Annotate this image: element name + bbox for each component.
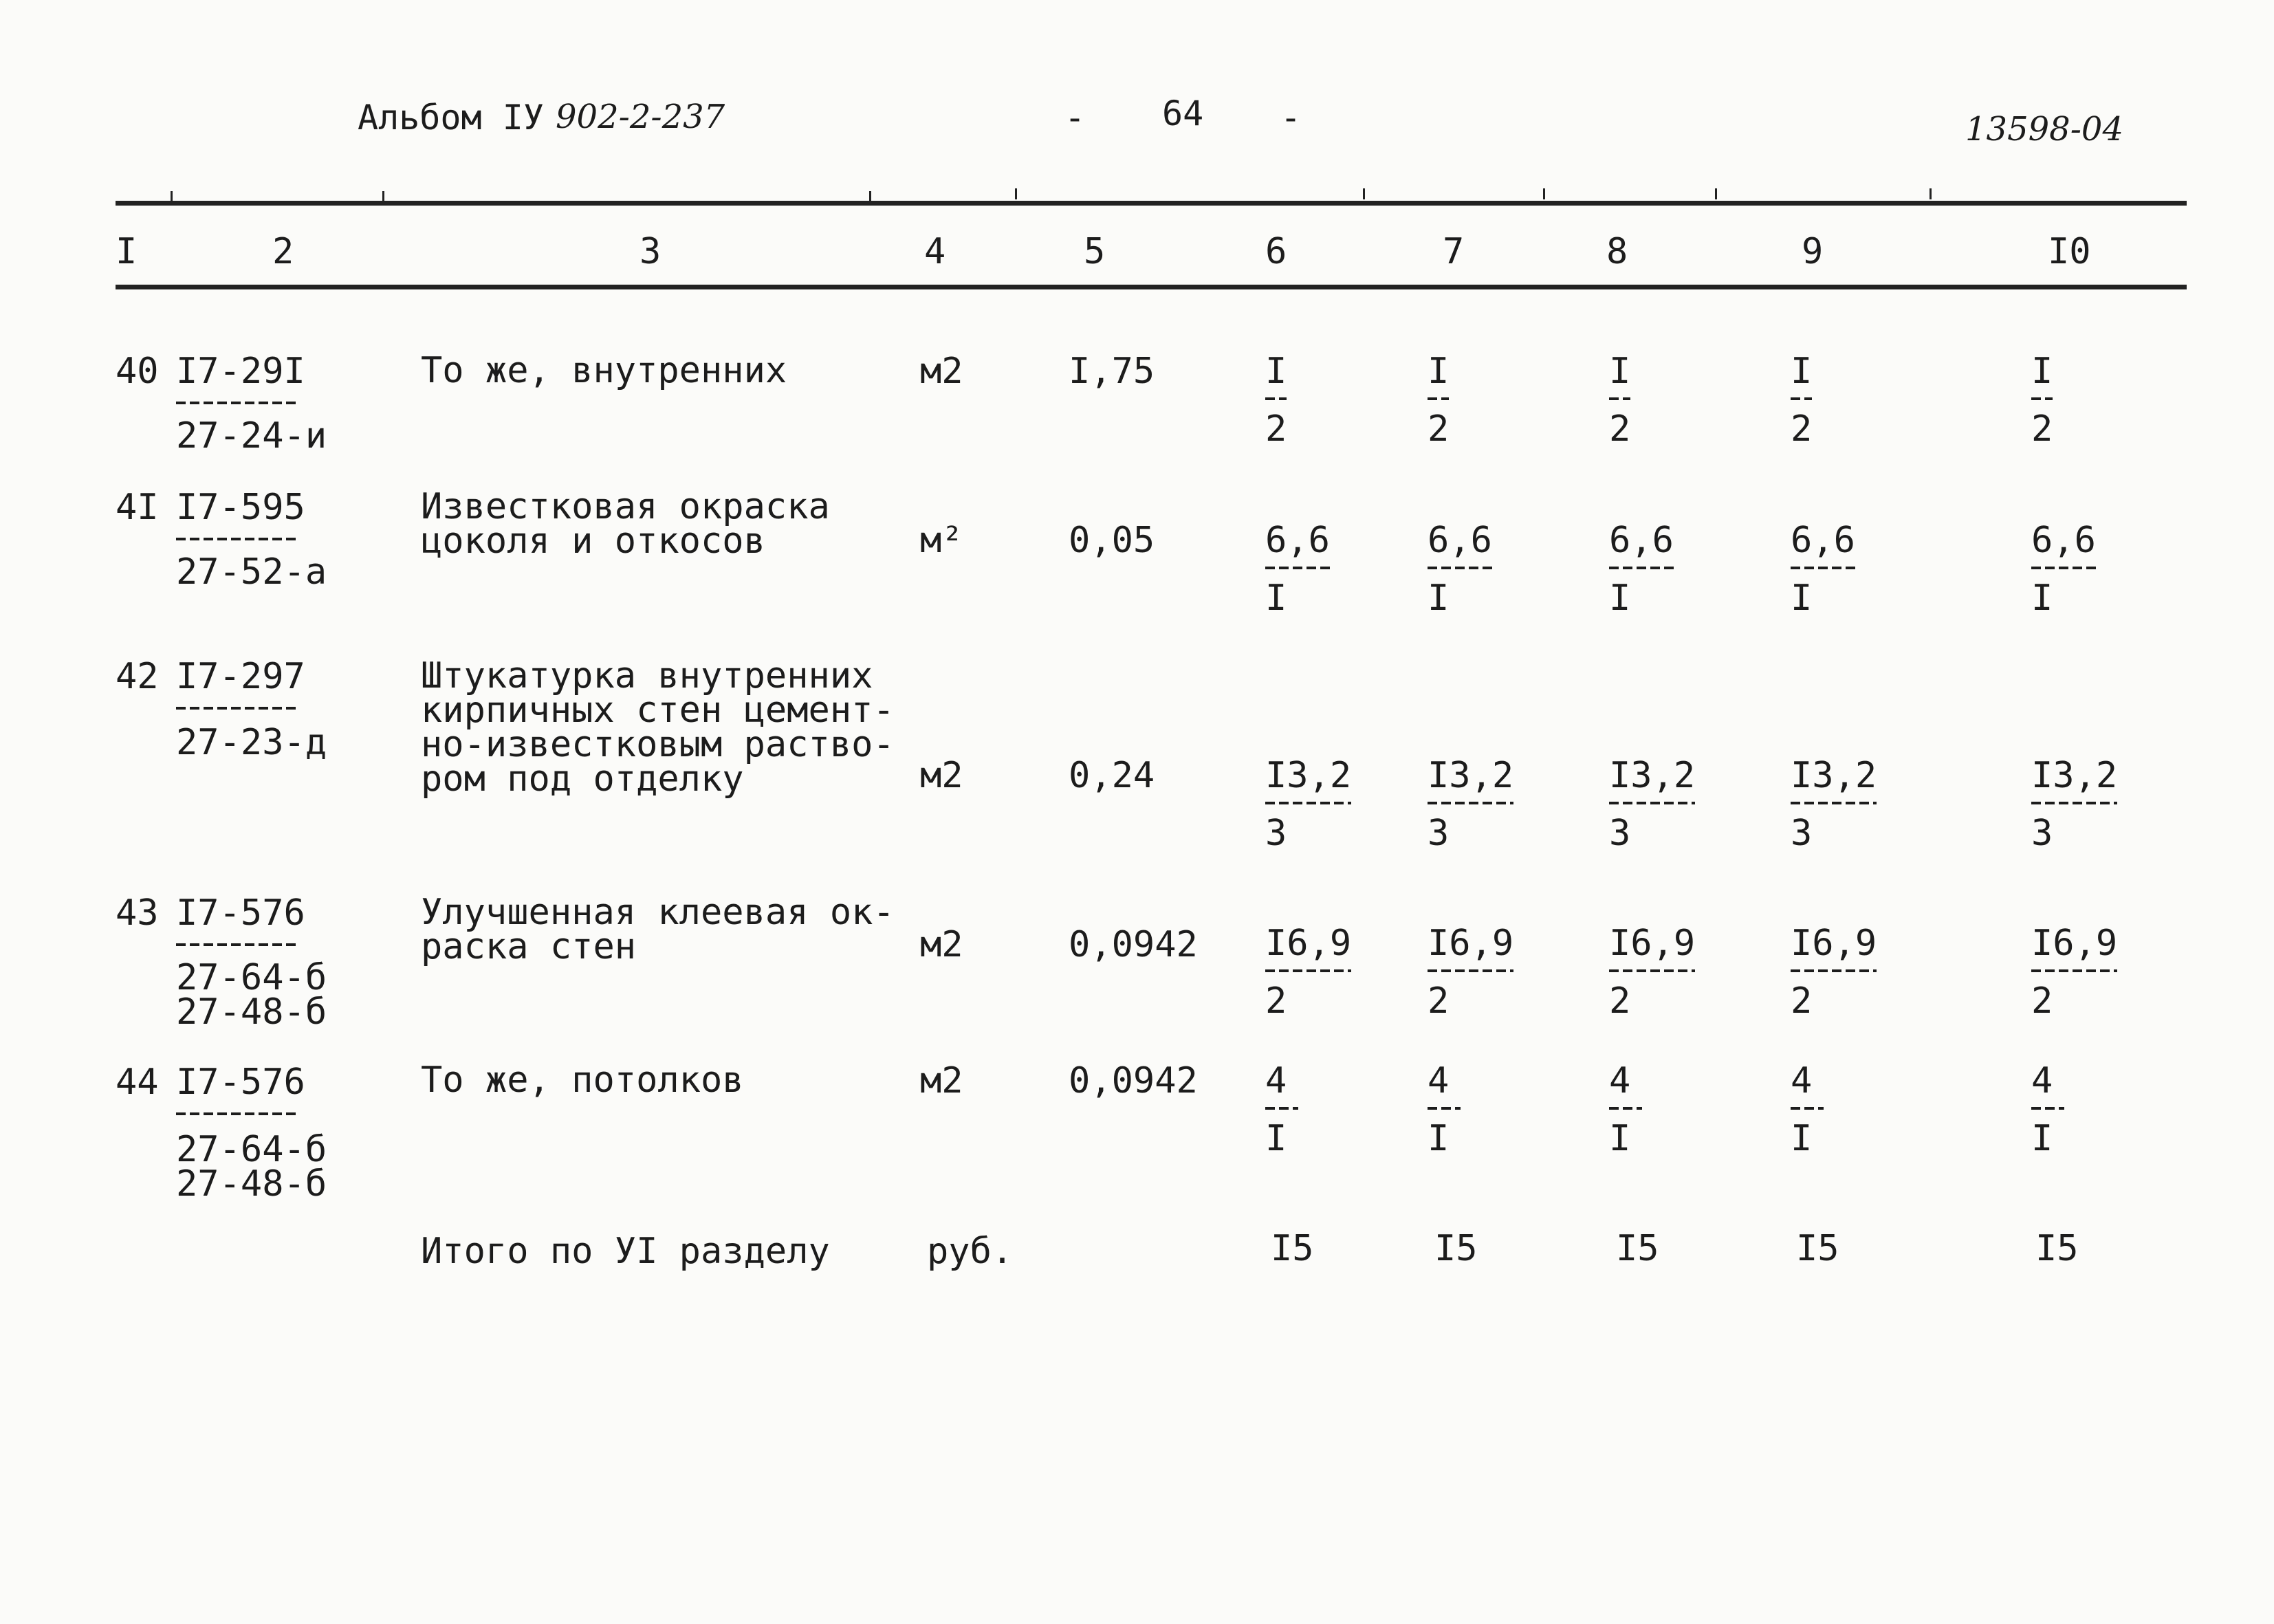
fraction-bar bbox=[1609, 802, 1695, 804]
fraction-cell bbox=[1609, 1060, 1642, 1159]
page-number: 64 bbox=[1162, 94, 1204, 133]
row-unit: м2 bbox=[920, 924, 963, 965]
fraction-numerator: 4 bbox=[1428, 1060, 1450, 1101]
fraction-cell bbox=[1265, 1060, 1298, 1159]
column-header-10: I0 bbox=[2048, 231, 2091, 272]
fraction-cell bbox=[1428, 923, 1514, 1022]
fraction-cell bbox=[2031, 520, 2096, 619]
row-code-top: I7-297 bbox=[176, 656, 305, 697]
fraction-numerator: I3,2 bbox=[2031, 755, 2118, 796]
column-tick bbox=[171, 191, 173, 202]
fraction-bar bbox=[1609, 397, 1630, 400]
fraction-numerator: 4 bbox=[1265, 1060, 1287, 1101]
row-number: 44 bbox=[116, 1062, 159, 1103]
column-tick bbox=[1929, 188, 1932, 199]
fraction-denominator: 3 bbox=[1428, 813, 1450, 854]
code-divider bbox=[176, 943, 297, 946]
total-value: I5 bbox=[1434, 1228, 1478, 1269]
fraction-cell bbox=[1791, 351, 1813, 450]
fraction-cell bbox=[1265, 520, 1330, 619]
code-divider bbox=[176, 402, 297, 404]
column-tick bbox=[1543, 188, 1545, 199]
fraction-numerator: 4 bbox=[1609, 1060, 1631, 1101]
fraction-denominator: 2 bbox=[1791, 408, 1813, 450]
total-label: Итого по УI разделу bbox=[421, 1231, 830, 1272]
column-header-1: I bbox=[116, 231, 138, 272]
row-quantity: I,75 bbox=[1069, 351, 1155, 392]
table-header-rule bbox=[116, 285, 2187, 289]
fraction-bar bbox=[1791, 969, 1877, 972]
fraction-denominator: I bbox=[1428, 578, 1450, 619]
total-value: I5 bbox=[1796, 1228, 1839, 1269]
fraction-cell bbox=[2031, 923, 2118, 1022]
fraction-cell bbox=[1609, 351, 1631, 450]
row-description: То же, потолков bbox=[421, 1060, 744, 1101]
fraction-bar bbox=[1791, 567, 1855, 569]
fraction-denominator: 2 bbox=[2031, 980, 2053, 1022]
row-number: 40 bbox=[116, 351, 159, 392]
fraction-numerator: I6,9 bbox=[1265, 923, 1352, 964]
column-header-9: 9 bbox=[1802, 231, 1824, 272]
fraction-numerator: I3,2 bbox=[1791, 755, 1877, 796]
fraction-bar bbox=[1791, 802, 1877, 804]
fraction-denominator: 2 bbox=[1609, 980, 1631, 1022]
fraction-bar bbox=[1791, 1107, 1824, 1110]
fraction-denominator: 3 bbox=[1791, 813, 1813, 854]
album-label: Альбом IУ bbox=[358, 98, 544, 138]
fraction-numerator: I3,2 bbox=[1265, 755, 1352, 796]
row-code-top: I7-576 bbox=[176, 892, 305, 934]
fraction-cell bbox=[2031, 755, 2118, 854]
fraction-bar bbox=[1609, 969, 1695, 972]
fraction-denominator: 2 bbox=[1428, 408, 1450, 450]
fraction-numerator: I bbox=[1609, 351, 1631, 392]
fraction-cell bbox=[1428, 1060, 1461, 1159]
row-description: То же, внутренних bbox=[421, 350, 787, 391]
fraction-cell bbox=[1609, 520, 1674, 619]
fraction-cell bbox=[1791, 755, 1877, 854]
fraction-numerator: I6,9 bbox=[1428, 923, 1514, 964]
row-description: Штукатурка внутренних кирпичных стен цемент- но-известковым раство- ром под отделку bbox=[421, 655, 895, 800]
row-unit: м² bbox=[920, 520, 963, 561]
fraction-denominator: I bbox=[2031, 1118, 2053, 1159]
row-quantity: 0,05 bbox=[1069, 520, 1155, 561]
column-header-3: 3 bbox=[639, 231, 662, 272]
page-dash-right: - bbox=[1280, 98, 1302, 138]
row-code-bottom: 27-64-б bbox=[176, 957, 327, 998]
column-tick bbox=[382, 191, 384, 202]
fraction-cell bbox=[1791, 1060, 1824, 1159]
fraction-cell bbox=[1265, 923, 1352, 1022]
fraction-cell bbox=[1265, 755, 1352, 854]
row-code-bottom: 27-48-б bbox=[176, 1163, 327, 1205]
total-value: I5 bbox=[1616, 1228, 1659, 1269]
fraction-cell bbox=[1791, 520, 1855, 619]
column-header-2: 2 bbox=[272, 231, 294, 272]
row-quantity: 0,24 bbox=[1069, 755, 1155, 796]
column-tick bbox=[869, 191, 871, 202]
fraction-cell bbox=[1428, 351, 1450, 450]
fraction-denominator: I bbox=[1791, 1118, 1813, 1159]
row-quantity: 0,0942 bbox=[1069, 1060, 1198, 1101]
fraction-cell bbox=[1265, 351, 1287, 450]
fraction-numerator: I6,9 bbox=[1791, 923, 1877, 964]
row-code-top: I7-29I bbox=[176, 351, 305, 392]
fraction-denominator: 2 bbox=[1265, 408, 1287, 450]
fraction-numerator: I3,2 bbox=[1609, 755, 1696, 796]
total-value: I5 bbox=[2035, 1228, 2079, 1269]
fraction-bar bbox=[2031, 567, 2096, 569]
column-tick bbox=[1015, 188, 1017, 199]
fraction-denominator: 3 bbox=[1609, 813, 1631, 854]
fraction-bar bbox=[1265, 802, 1351, 804]
fraction-numerator: 6,6 bbox=[1428, 520, 1492, 561]
fraction-bar bbox=[1428, 1107, 1461, 1110]
row-description: Известковая окраска цоколя и откосов bbox=[421, 486, 830, 562]
fraction-numerator: I6,9 bbox=[1609, 923, 1696, 964]
row-number: 43 bbox=[116, 892, 159, 934]
row-code-top: I7-595 bbox=[176, 487, 305, 528]
fraction-denominator: 2 bbox=[1609, 408, 1631, 450]
fraction-denominator: 2 bbox=[1428, 980, 1450, 1022]
fraction-bar bbox=[1265, 969, 1351, 972]
fraction-bar bbox=[2031, 397, 2053, 400]
row-quantity: 0,0942 bbox=[1069, 924, 1198, 965]
fraction-cell bbox=[1609, 755, 1696, 854]
fraction-bar bbox=[1609, 567, 1674, 569]
fraction-denominator: I bbox=[1428, 1118, 1450, 1159]
fraction-cell bbox=[1609, 923, 1696, 1022]
row-unit: м2 bbox=[920, 1060, 963, 1101]
page-dash-left: - bbox=[1064, 98, 1086, 138]
fraction-numerator: 4 bbox=[1791, 1060, 1813, 1101]
column-header-4: 4 bbox=[924, 231, 946, 272]
code-divider bbox=[176, 538, 297, 540]
row-code-bottom: 27-48-б bbox=[176, 991, 327, 1033]
code-divider bbox=[176, 1112, 297, 1115]
column-tick bbox=[1715, 188, 1717, 199]
fraction-bar bbox=[1265, 567, 1330, 569]
row-number: 4I bbox=[116, 487, 159, 528]
fraction-cell bbox=[1428, 755, 1514, 854]
fraction-bar bbox=[1428, 397, 1449, 400]
fraction-cell bbox=[2031, 351, 2053, 450]
fraction-bar bbox=[1265, 1107, 1298, 1110]
fraction-numerator: I bbox=[2031, 351, 2053, 392]
fraction-bar bbox=[2031, 1107, 2064, 1110]
column-tick bbox=[1363, 188, 1365, 199]
fraction-denominator: 2 bbox=[1265, 980, 1287, 1022]
document-code: 13598-04 bbox=[1965, 110, 2123, 149]
fraction-denominator: 3 bbox=[2031, 813, 2053, 854]
fraction-cell bbox=[1428, 520, 1492, 619]
table-top-rule bbox=[116, 201, 2187, 206]
fraction-denominator: 3 bbox=[1265, 813, 1287, 854]
row-code-bottom: 27-52-а bbox=[176, 551, 327, 593]
fraction-numerator: 6,6 bbox=[1791, 520, 1855, 561]
fraction-numerator: 4 bbox=[2031, 1060, 2053, 1101]
total-value: I5 bbox=[1271, 1228, 1314, 1269]
fraction-numerator: I bbox=[1428, 351, 1450, 392]
row-code-bottom: 27-23-д bbox=[176, 722, 327, 763]
fraction-bar bbox=[1428, 802, 1513, 804]
fraction-denominator: 2 bbox=[1791, 980, 1813, 1022]
column-header-7: 7 bbox=[1443, 231, 1465, 272]
fraction-cell bbox=[1791, 923, 1877, 1022]
fraction-denominator: I bbox=[1265, 578, 1287, 619]
code-divider bbox=[176, 707, 297, 710]
column-header-6: 6 bbox=[1265, 231, 1287, 272]
row-description: Улучшенная клеевая ок- раска стен bbox=[421, 892, 895, 967]
album-number: 902-2-237 bbox=[556, 98, 725, 136]
column-header-5: 5 bbox=[1084, 231, 1106, 272]
fraction-denominator: I bbox=[1265, 1118, 1287, 1159]
total-unit: руб. bbox=[927, 1231, 1014, 1272]
fraction-bar bbox=[2031, 802, 2117, 804]
column-header-8: 8 bbox=[1606, 231, 1628, 272]
fraction-denominator: 2 bbox=[2031, 408, 2053, 450]
fraction-numerator: I3,2 bbox=[1428, 755, 1514, 796]
row-code-bottom: 27-24-и bbox=[176, 415, 327, 457]
fraction-bar bbox=[1428, 969, 1513, 972]
fraction-bar bbox=[1609, 1107, 1642, 1110]
fraction-cell bbox=[2031, 1060, 2064, 1159]
fraction-numerator: 6,6 bbox=[2031, 520, 2096, 561]
row-number: 42 bbox=[116, 656, 159, 697]
fraction-bar bbox=[1428, 567, 1492, 569]
fraction-bar bbox=[2031, 969, 2117, 972]
fraction-bar bbox=[1265, 397, 1287, 400]
fraction-denominator: I bbox=[2031, 578, 2053, 619]
fraction-numerator: 6,6 bbox=[1265, 520, 1330, 561]
fraction-denominator: I bbox=[1609, 578, 1631, 619]
row-code-top: I7-576 bbox=[176, 1062, 305, 1103]
row-unit: м2 bbox=[920, 755, 963, 796]
fraction-numerator: I6,9 bbox=[2031, 923, 2118, 964]
fraction-numerator: I bbox=[1265, 351, 1287, 392]
fraction-numerator: I bbox=[1791, 351, 1813, 392]
fraction-denominator: I bbox=[1791, 578, 1813, 619]
fraction-denominator: I bbox=[1609, 1118, 1631, 1159]
row-unit: м2 bbox=[920, 351, 963, 392]
fraction-bar bbox=[1791, 397, 1812, 400]
fraction-numerator: 6,6 bbox=[1609, 520, 1674, 561]
row-code-bottom: 27-64-б bbox=[176, 1129, 327, 1170]
